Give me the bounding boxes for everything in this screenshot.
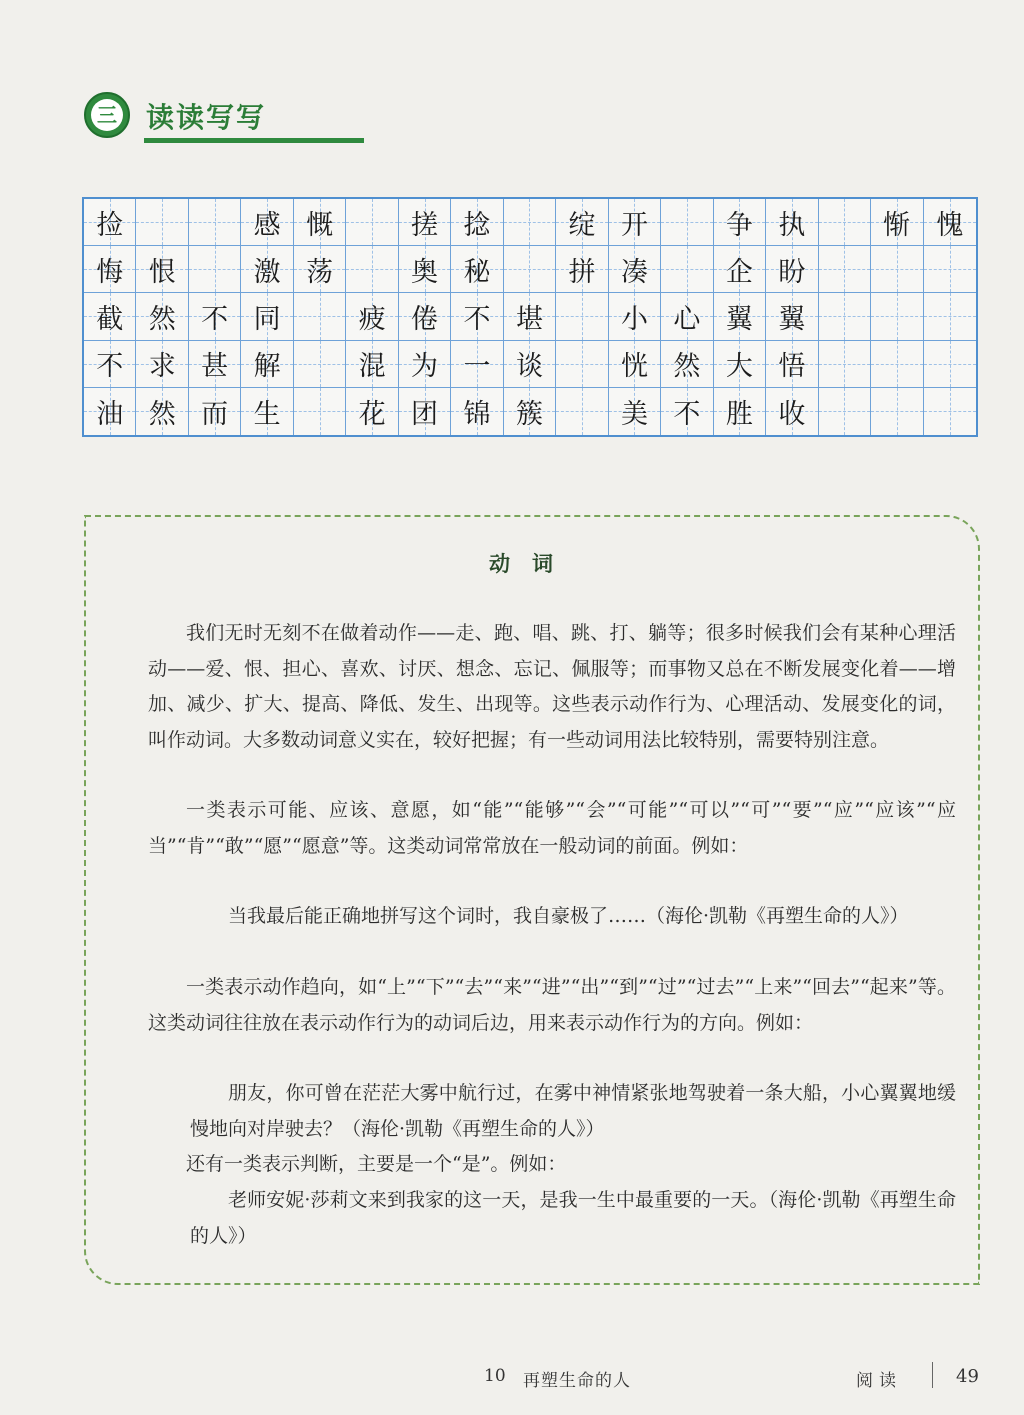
grid-character: 捻 bbox=[463, 209, 491, 241]
grid-character: 不 bbox=[673, 398, 701, 430]
grid-cell bbox=[346, 293, 398, 340]
grid-character: 求 bbox=[148, 351, 176, 383]
grid-cell bbox=[609, 199, 661, 246]
grid-character: 翼 bbox=[778, 303, 806, 335]
grid-cell bbox=[241, 293, 293, 340]
grid-cell bbox=[661, 246, 713, 293]
grid-cell bbox=[766, 293, 818, 340]
grid-cell bbox=[346, 388, 398, 435]
grid-cell bbox=[609, 246, 661, 293]
paragraph-directional-verbs: 一类表示动作趋向，如“上”“下”“去”“来”“进”“出”“到”“过”“过去”“上来”“回去”“起来”等。这类动词往往放在表示动作行为的动词后边，用来表示动作行为的方向。例如： bbox=[148, 976, 956, 1034]
grid-character: 不 bbox=[463, 303, 491, 335]
grid-character: 拼 bbox=[568, 256, 596, 288]
grid-character: 恨 bbox=[148, 256, 176, 288]
grid-cell bbox=[84, 341, 136, 388]
grid-cell bbox=[924, 388, 976, 435]
grid-character: 解 bbox=[253, 351, 281, 383]
grid-character: 甚 bbox=[201, 351, 229, 383]
grid-cell bbox=[871, 388, 923, 435]
grid-cell bbox=[609, 293, 661, 340]
grid-cell bbox=[136, 388, 188, 435]
example-quote-1: 当我最后能正确地拼写这个词时，我自豪极了……（海伦·凯勒《再塑生命的人》） bbox=[228, 905, 909, 927]
grid-cell bbox=[661, 388, 713, 435]
grid-cell bbox=[871, 341, 923, 388]
grid-cell bbox=[924, 199, 976, 246]
grid-cell bbox=[294, 388, 346, 435]
footer-divider bbox=[932, 1362, 933, 1388]
grid-cell bbox=[294, 341, 346, 388]
grid-character: 然 bbox=[148, 303, 176, 335]
grid-character: 不 bbox=[201, 303, 229, 335]
grid-cell bbox=[241, 341, 293, 388]
grid-character: 油 bbox=[96, 398, 124, 430]
grid-character: 团 bbox=[411, 398, 439, 430]
grid-cell bbox=[136, 246, 188, 293]
grid-character: 捡 bbox=[96, 209, 124, 241]
grid-cell bbox=[819, 246, 871, 293]
grid-cell bbox=[819, 388, 871, 435]
grid-character: 盼 bbox=[778, 256, 806, 288]
grid-cell bbox=[451, 341, 503, 388]
footer-section: 阅读 bbox=[856, 1371, 902, 1391]
grid-cell bbox=[871, 293, 923, 340]
grid-character: 疲 bbox=[358, 303, 386, 335]
grid-cell bbox=[136, 341, 188, 388]
grid-cell bbox=[346, 246, 398, 293]
grid-character: 倦 bbox=[411, 303, 439, 335]
grid-character: 不 bbox=[96, 351, 124, 383]
grid-character: 秘 bbox=[463, 256, 491, 288]
grid-cell bbox=[136, 293, 188, 340]
grid-cell bbox=[504, 293, 556, 340]
paragraph-judgment-verbs: 还有一类表示判断，主要是一个“是”。例如： bbox=[186, 1153, 567, 1175]
grid-cell bbox=[556, 293, 608, 340]
grid-character: 胜 bbox=[725, 398, 753, 430]
knowledge-title: 动词 bbox=[489, 551, 575, 576]
grid-cell bbox=[294, 199, 346, 246]
grid-cell bbox=[241, 388, 293, 435]
section-number: 三 bbox=[91, 99, 123, 131]
grid-character: 花 bbox=[358, 398, 386, 430]
grid-character: 翼 bbox=[725, 303, 753, 335]
grid-cell bbox=[556, 199, 608, 246]
grid-character: 恍 bbox=[620, 351, 648, 383]
grid-cell bbox=[504, 246, 556, 293]
grid-character: 搓 bbox=[411, 209, 439, 241]
grid-character: 争 bbox=[725, 209, 753, 241]
grid-character: 生 bbox=[253, 398, 281, 430]
grid-cell bbox=[399, 388, 451, 435]
grid-character: 愧 bbox=[936, 209, 964, 241]
grid-cell bbox=[661, 293, 713, 340]
grid-cell bbox=[766, 388, 818, 435]
grid-character: 一 bbox=[463, 351, 491, 383]
grid-cell bbox=[189, 246, 241, 293]
grid-cell bbox=[871, 246, 923, 293]
grid-cell bbox=[451, 246, 503, 293]
grid-cell bbox=[819, 293, 871, 340]
grid-character: 大 bbox=[725, 351, 753, 383]
grid-cell bbox=[346, 199, 398, 246]
grid-cell bbox=[714, 199, 766, 246]
grid-character: 惭 bbox=[883, 209, 911, 241]
grid-cell bbox=[661, 199, 713, 246]
grid-cell bbox=[241, 199, 293, 246]
grid-cell bbox=[189, 199, 241, 246]
grid-character: 截 bbox=[96, 303, 124, 335]
grid-character: 美 bbox=[620, 398, 648, 430]
example-quote-3: 老师安妮·莎莉文来到我家的这一天，是我一生中最重要的一天。（海伦·凯勒《再塑生命的人》） bbox=[190, 1189, 956, 1247]
paragraph-modal-verbs: 一类表示可能、应该、意愿，如“能”“能够”“会”“可能”“可以”“可”“要”“应”“应该”“应当”“肯”“敢”“愿”“愿意”等。这类动词常常放在一般动词的前面。例如： bbox=[148, 799, 956, 857]
grid-cell bbox=[451, 388, 503, 435]
grid-cell bbox=[451, 199, 503, 246]
grid-cell bbox=[714, 388, 766, 435]
grid-cell bbox=[556, 246, 608, 293]
grid-cell bbox=[556, 388, 608, 435]
section-number-badge bbox=[84, 92, 130, 138]
example-quote-2: 朋友，你可曾在茫茫大雾中航行过，在雾中神情紧张地驾驶着一条大船，小心翼翼地缓慢地向对岸驶去？（海伦·凯勒《再塑生命的人》） bbox=[190, 1082, 956, 1140]
grid-character: 簇 bbox=[515, 398, 543, 430]
grid-cell bbox=[714, 341, 766, 388]
grid-character: 感 bbox=[253, 209, 281, 241]
grid-character: 然 bbox=[148, 398, 176, 430]
grid-cell bbox=[924, 341, 976, 388]
grid-cell bbox=[84, 246, 136, 293]
grid-character: 同 bbox=[253, 303, 281, 335]
grid-character: 奥 bbox=[411, 256, 439, 288]
grid-cell bbox=[504, 341, 556, 388]
footer-lesson-title: 再塑生命的人 bbox=[523, 1371, 631, 1391]
grid-cell bbox=[609, 388, 661, 435]
writing-grid bbox=[82, 197, 978, 437]
grid-cell bbox=[189, 293, 241, 340]
grid-cell bbox=[819, 199, 871, 246]
paragraph-intro: 我们无时无刻不在做着动作——走、跑、唱、跳、打、躺等；很多时候我们会有某种心理活动——爱、恨、担心、喜欢、讨厌、想念、忘记、佩服等；而事物又总在不断发展变化着——增加、减少、扩大、提高、降低、发生、出现等。这些表示动作行为、心理活动、发展变化的词，叫作动词。大多数动词意义实在，较好把握；有一些动词用法比较特别，需要特别注意。 bbox=[148, 622, 956, 751]
grid-cell bbox=[819, 341, 871, 388]
grid-cell bbox=[84, 388, 136, 435]
footer-lesson-number: 10 bbox=[484, 1366, 506, 1386]
grid-cell bbox=[714, 246, 766, 293]
grid-character: 荡 bbox=[306, 256, 334, 288]
grid-cell bbox=[766, 246, 818, 293]
page-number: 49 bbox=[956, 1366, 979, 1387]
grid-cell bbox=[504, 199, 556, 246]
grid-cell bbox=[766, 341, 818, 388]
grid-character: 小 bbox=[620, 303, 648, 335]
grid-character: 谈 bbox=[515, 351, 543, 383]
grid-cell bbox=[924, 293, 976, 340]
grid-cell bbox=[661, 341, 713, 388]
section-underline bbox=[144, 138, 364, 143]
grid-cell bbox=[84, 199, 136, 246]
grid-cell bbox=[399, 246, 451, 293]
grid-cell bbox=[924, 246, 976, 293]
grid-character: 悔 bbox=[96, 256, 124, 288]
grid-cell bbox=[766, 199, 818, 246]
grid-cell bbox=[294, 246, 346, 293]
grid-cell bbox=[84, 293, 136, 340]
grid-character: 锦 bbox=[463, 398, 491, 430]
grid-cell bbox=[399, 199, 451, 246]
grid-cell bbox=[346, 341, 398, 388]
grid-character: 然 bbox=[673, 351, 701, 383]
grid-character: 而 bbox=[201, 398, 229, 430]
grid-cell bbox=[451, 293, 503, 340]
grid-character: 开 bbox=[620, 209, 648, 241]
grid-cell bbox=[609, 341, 661, 388]
grid-cell bbox=[399, 341, 451, 388]
grid-cell bbox=[399, 293, 451, 340]
grid-cell bbox=[241, 246, 293, 293]
section-header bbox=[84, 92, 344, 152]
grid-character: 收 bbox=[778, 398, 806, 430]
grid-cell bbox=[504, 388, 556, 435]
grid-character: 为 bbox=[411, 351, 439, 383]
grid-cell bbox=[189, 341, 241, 388]
grid-cell bbox=[714, 293, 766, 340]
grid-character: 企 bbox=[725, 256, 753, 288]
grid-character: 堪 bbox=[515, 303, 543, 335]
grid-character: 激 bbox=[253, 256, 281, 288]
grid-character: 凑 bbox=[620, 256, 648, 288]
section-title: 读读写写 bbox=[146, 101, 267, 134]
grid-cell bbox=[294, 293, 346, 340]
grid-character: 慨 bbox=[306, 209, 334, 241]
grid-cell bbox=[871, 199, 923, 246]
grid-cell bbox=[556, 341, 608, 388]
grid-character: 执 bbox=[778, 209, 806, 241]
grid-cell bbox=[136, 199, 188, 246]
grid-character: 混 bbox=[358, 351, 386, 383]
grid-cell bbox=[189, 388, 241, 435]
grid-character: 心 bbox=[673, 303, 701, 335]
grid-character: 悟 bbox=[778, 351, 806, 383]
grid-character: 绽 bbox=[568, 209, 596, 241]
